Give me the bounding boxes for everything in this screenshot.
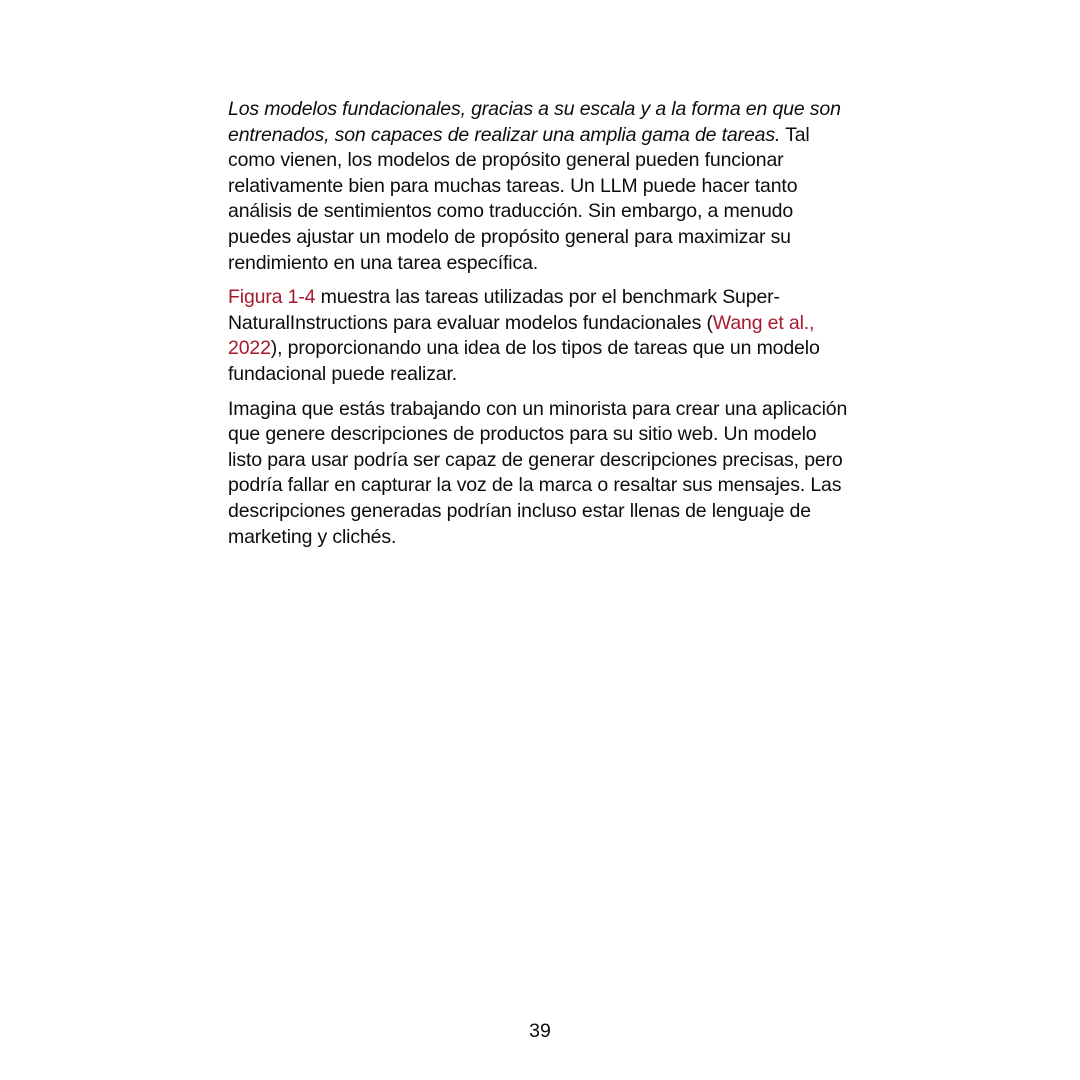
text-run-normal: Tal como vienen, los modelos de propósito general pueden funcionar relativamente bien para muchas tareas. Un LLM puede hacer tanto análisis de sentimientos como traducción. Sin embargo, a menudo puedes ajustar un modelo de propósito general para maximizar su rendimiento en una tarea específica. bbox=[228, 123, 810, 274]
paragraph-retailer-example bbox=[228, 397, 855, 551]
text-run-normal: ), proporcionando una idea de los tipos de tareas que un modelo fundacional puede realizar. bbox=[228, 337, 820, 385]
page-number: 39 bbox=[529, 1020, 551, 1042]
figura-1-4-link[interactable]: Figura 1-4 bbox=[228, 286, 316, 309]
paragraph-foundation-models bbox=[228, 97, 855, 276]
text-run-normal: muestra las tareas utilizadas por el benchmark Super-NaturalInstructions para evaluar modelos fundacionales ( bbox=[228, 286, 780, 334]
paragraph-figure-reference bbox=[228, 285, 855, 387]
text-run-normal: Imagina que estás trabajando con un minorista para crear una aplicación que genere descripciones de productos para su sitio web. Un modelo listo para usar podría ser capaz de generar descripciones precisas, pero podría fallar en capturar la voz de la marca o resaltar sus mensajes. Las descripciones generadas podrían incluso estar llenas de lenguaje de marketing y clichés. bbox=[228, 397, 848, 548]
text-run-italic: Los modelos fundacionales, gracias a su escala y a la forma en que son entrenados, son capaces de realizar una amplia gama de tareas. bbox=[228, 98, 841, 146]
text-block bbox=[228, 97, 855, 559]
wang-et-al-2022-link[interactable]: Wang et al., 2022 bbox=[228, 311, 815, 360]
